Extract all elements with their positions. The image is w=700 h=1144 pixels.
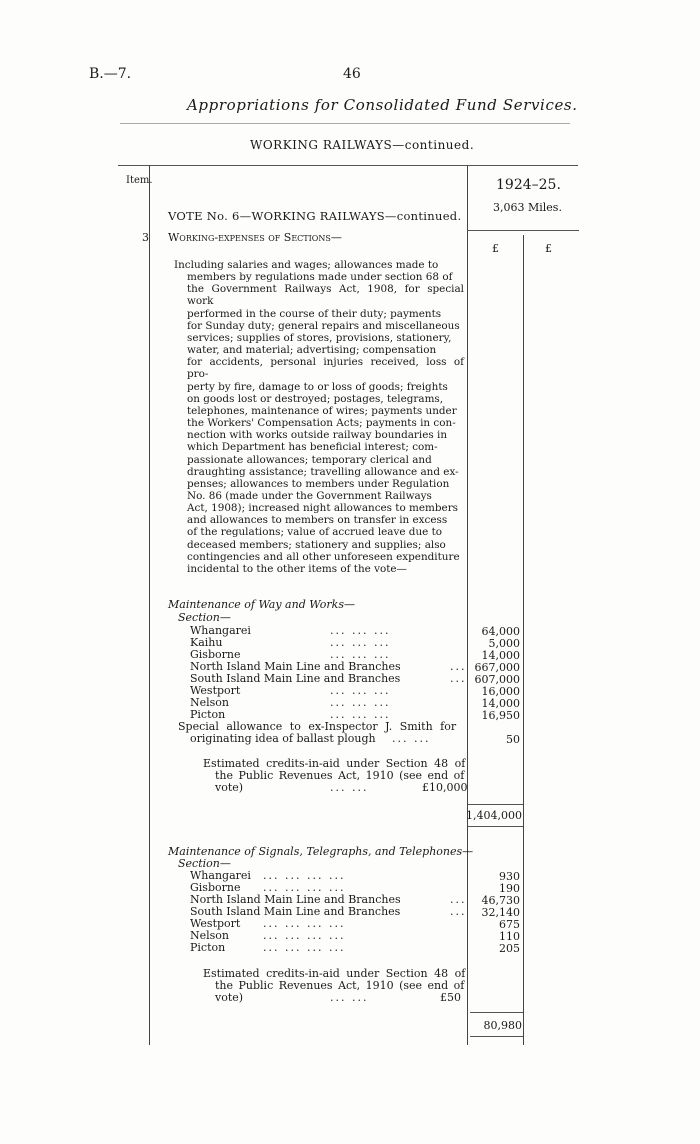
- description-line: incidental to the other items of the vote—: [187, 562, 407, 575]
- description-line: No. 86 (made under the Government Railways: [187, 489, 432, 502]
- way-row-name: Kaihu: [190, 636, 223, 649]
- way-row-amount: 667,000: [474, 661, 520, 674]
- special-allowance-leader: ... ...: [392, 732, 431, 745]
- way-row-leader: ...: [450, 672, 467, 685]
- description-line: which Department has beneficial interest; com-: [187, 441, 438, 454]
- signals-row-name: Gisborne: [190, 881, 241, 894]
- description-line: Including salaries and wages; allowances made to: [174, 259, 439, 271]
- vote-title: VOTE No. 6—WORKING RAILWAYS—continued.: [168, 209, 462, 223]
- page-number: 46: [343, 66, 361, 82]
- description-line: draughting assistance; travelling allowance and ex-: [187, 465, 459, 478]
- maintenance-way-heading: Maintenance of Way and Works—: [168, 598, 355, 611]
- way-credits-line-2: the Public Revenues Act, 1910 (see end of: [215, 769, 465, 782]
- page-subtitle: WORKING RAILWAYS—continued.: [250, 138, 475, 152]
- way-credits-amount: £10,000: [422, 781, 468, 794]
- description-line: for Sunday duty; general repairs and miscellaneous: [187, 319, 460, 332]
- description-line: telephones, maintenance of wires; payments under: [187, 404, 457, 417]
- way-total-amount: 1,404,000: [466, 809, 522, 822]
- way-row-name: Westport: [190, 684, 241, 697]
- signals-row-leader: ...: [450, 893, 467, 906]
- description-line: of the regulations; value of accrued leave due to: [187, 526, 443, 539]
- signals-row-leader: ... ... ... ...: [263, 869, 346, 882]
- pound-sign-2: £: [545, 242, 552, 255]
- description-line: penses; allowances to members under Regulation: [187, 477, 450, 490]
- miles-header: 3,063 Miles.: [493, 201, 562, 214]
- description-line: and allowances to members on transfer in excess: [187, 514, 448, 527]
- way-row-amount: 16,950: [481, 709, 520, 722]
- signals-row-amount: 46,730: [481, 894, 520, 907]
- way-row-name: Picton: [190, 708, 226, 721]
- signals-row-leader: ... ... ... ...: [263, 941, 346, 954]
- signals-row-leader: ... ... ... ...: [263, 917, 346, 930]
- description-line: contingencies and all other unforeseen expenditure: [187, 550, 460, 563]
- item-column-header: Item.: [126, 175, 153, 186]
- signals-credits-leader: ... ...: [330, 991, 369, 1004]
- way-row-name: Nelson: [190, 696, 230, 709]
- way-row-leader: ... ... ...: [330, 648, 391, 661]
- description-line: Act, 1908); increased night allowances to members: [187, 502, 458, 515]
- description-line: services; supplies of stores, provisions, stationery,: [187, 331, 452, 344]
- way-row-leader: ... ... ...: [330, 684, 391, 697]
- pound-sign-1: £: [492, 242, 499, 255]
- way-row-amount: 14,000: [481, 697, 520, 710]
- way-row-amount: 607,000: [474, 673, 520, 686]
- signals-row-name: Nelson: [190, 929, 230, 942]
- signals-total-rule: [470, 1012, 523, 1013]
- amount-column-rule: [523, 235, 524, 1045]
- signals-row-amount: 190: [499, 882, 520, 895]
- title-rule: [120, 123, 570, 124]
- way-row-amount: 64,000: [481, 625, 520, 638]
- signals-total-underline: [470, 1036, 523, 1037]
- way-total-rule: [468, 804, 523, 805]
- description-line: nection with works outside railway boundaries in: [187, 429, 448, 442]
- way-row-leader: ... ... ...: [330, 636, 391, 649]
- way-row-name: Whangarei: [190, 624, 251, 637]
- special-allowance-line-1: Special allowance to ex-Inspector J. Smith for: [178, 720, 457, 733]
- description-line: members by regulations made under section 68 of: [187, 271, 453, 284]
- description-line: perty by fire, damage to or loss of goods; freights: [187, 380, 448, 393]
- way-row-name: Gisborne: [190, 648, 241, 661]
- way-row-leader: ... ... ...: [330, 708, 391, 721]
- way-credits-leader: ... ...: [330, 781, 369, 794]
- signals-row-leader: ... ... ... ...: [263, 881, 346, 894]
- way-credits-line-3: vote): [215, 781, 244, 794]
- vote-description: [174, 259, 464, 575]
- description-line: the Government Railways Act, 1908, for special work: [187, 283, 464, 308]
- description-line: passionate allowances; temporary clerical and: [187, 453, 432, 466]
- way-row-name: North Island Main Line and Branches: [190, 660, 401, 673]
- signals-row-leader: ...: [450, 905, 467, 918]
- signals-row-amount: 930: [499, 870, 520, 883]
- description-line: performed in the course of their duty; payments: [187, 307, 442, 320]
- way-row-leader: ... ... ...: [330, 696, 391, 709]
- signals-row-amount: 32,140: [481, 906, 520, 919]
- description-line: the Workers' Compensation Acts; payments in con-: [187, 417, 456, 430]
- signals-row-amount: 110: [499, 930, 520, 943]
- header-top-rule: [118, 165, 578, 166]
- page-title: Appropriations for Consolidated Fund Services.: [187, 96, 578, 114]
- signals-row-leader: ... ... ... ...: [263, 929, 346, 942]
- way-row-amount: 16,000: [481, 685, 520, 698]
- way-row-amount: 5,000: [488, 637, 520, 650]
- signals-row-name: Westport: [190, 917, 241, 930]
- maintenance-signals-heading: Maintenance of Signals, Telegraphs, and Telephones—: [168, 845, 474, 858]
- description-line: on goods lost or destroyed; postages, telegrams,: [187, 392, 444, 405]
- way-credits-line-1: Estimated credits-in-aid under Section 48 of: [203, 757, 466, 770]
- signals-row-name: South Island Main Line and Branches: [190, 905, 401, 918]
- doc-reference: B.—7.: [89, 66, 132, 82]
- special-allowance-amount: 50: [506, 733, 520, 746]
- item-number: 3: [142, 231, 149, 244]
- maintenance-signals-section-label: Section—: [178, 857, 231, 870]
- signals-credits-line-3: vote): [215, 991, 244, 1004]
- signals-row-name: North Island Main Line and Branches: [190, 893, 401, 906]
- special-allowance-line-2: originating idea of ballast plough: [190, 732, 376, 745]
- year-header: 1924–25.: [496, 177, 561, 193]
- signals-credits-line-2: the Public Revenues Act, 1910 (see end of: [215, 979, 465, 992]
- description-line: water, and material; advertising; compensation: [187, 344, 437, 357]
- way-total-underline: [468, 826, 523, 827]
- signals-row-amount: 675: [499, 918, 520, 931]
- way-row-name: South Island Main Line and Branches: [190, 672, 401, 685]
- section-heading: Working-expenses of Sections—: [168, 231, 342, 244]
- item-column-rule: [149, 165, 150, 1045]
- maintenance-way-section-label: Section—: [178, 611, 231, 624]
- signals-row-name: Whangarei: [190, 869, 251, 882]
- year-header-rule: [467, 230, 579, 231]
- description-line: deceased members; stationery and supplies; also: [187, 538, 446, 551]
- way-row-leader: ...: [450, 660, 467, 673]
- signals-row-name: Picton: [190, 941, 226, 954]
- signals-credits-line-1: Estimated credits-in-aid under Section 48 of: [203, 967, 466, 980]
- way-row-leader: ... ... ...: [330, 624, 391, 637]
- signals-total-amount: 80,980: [483, 1019, 522, 1032]
- signals-credits-amount: £50: [440, 991, 461, 1004]
- way-row-amount: 14,000: [481, 649, 520, 662]
- signals-row-amount: 205: [499, 942, 520, 955]
- description-line: for accidents, personal injuries received, loss of pro-: [187, 356, 464, 381]
